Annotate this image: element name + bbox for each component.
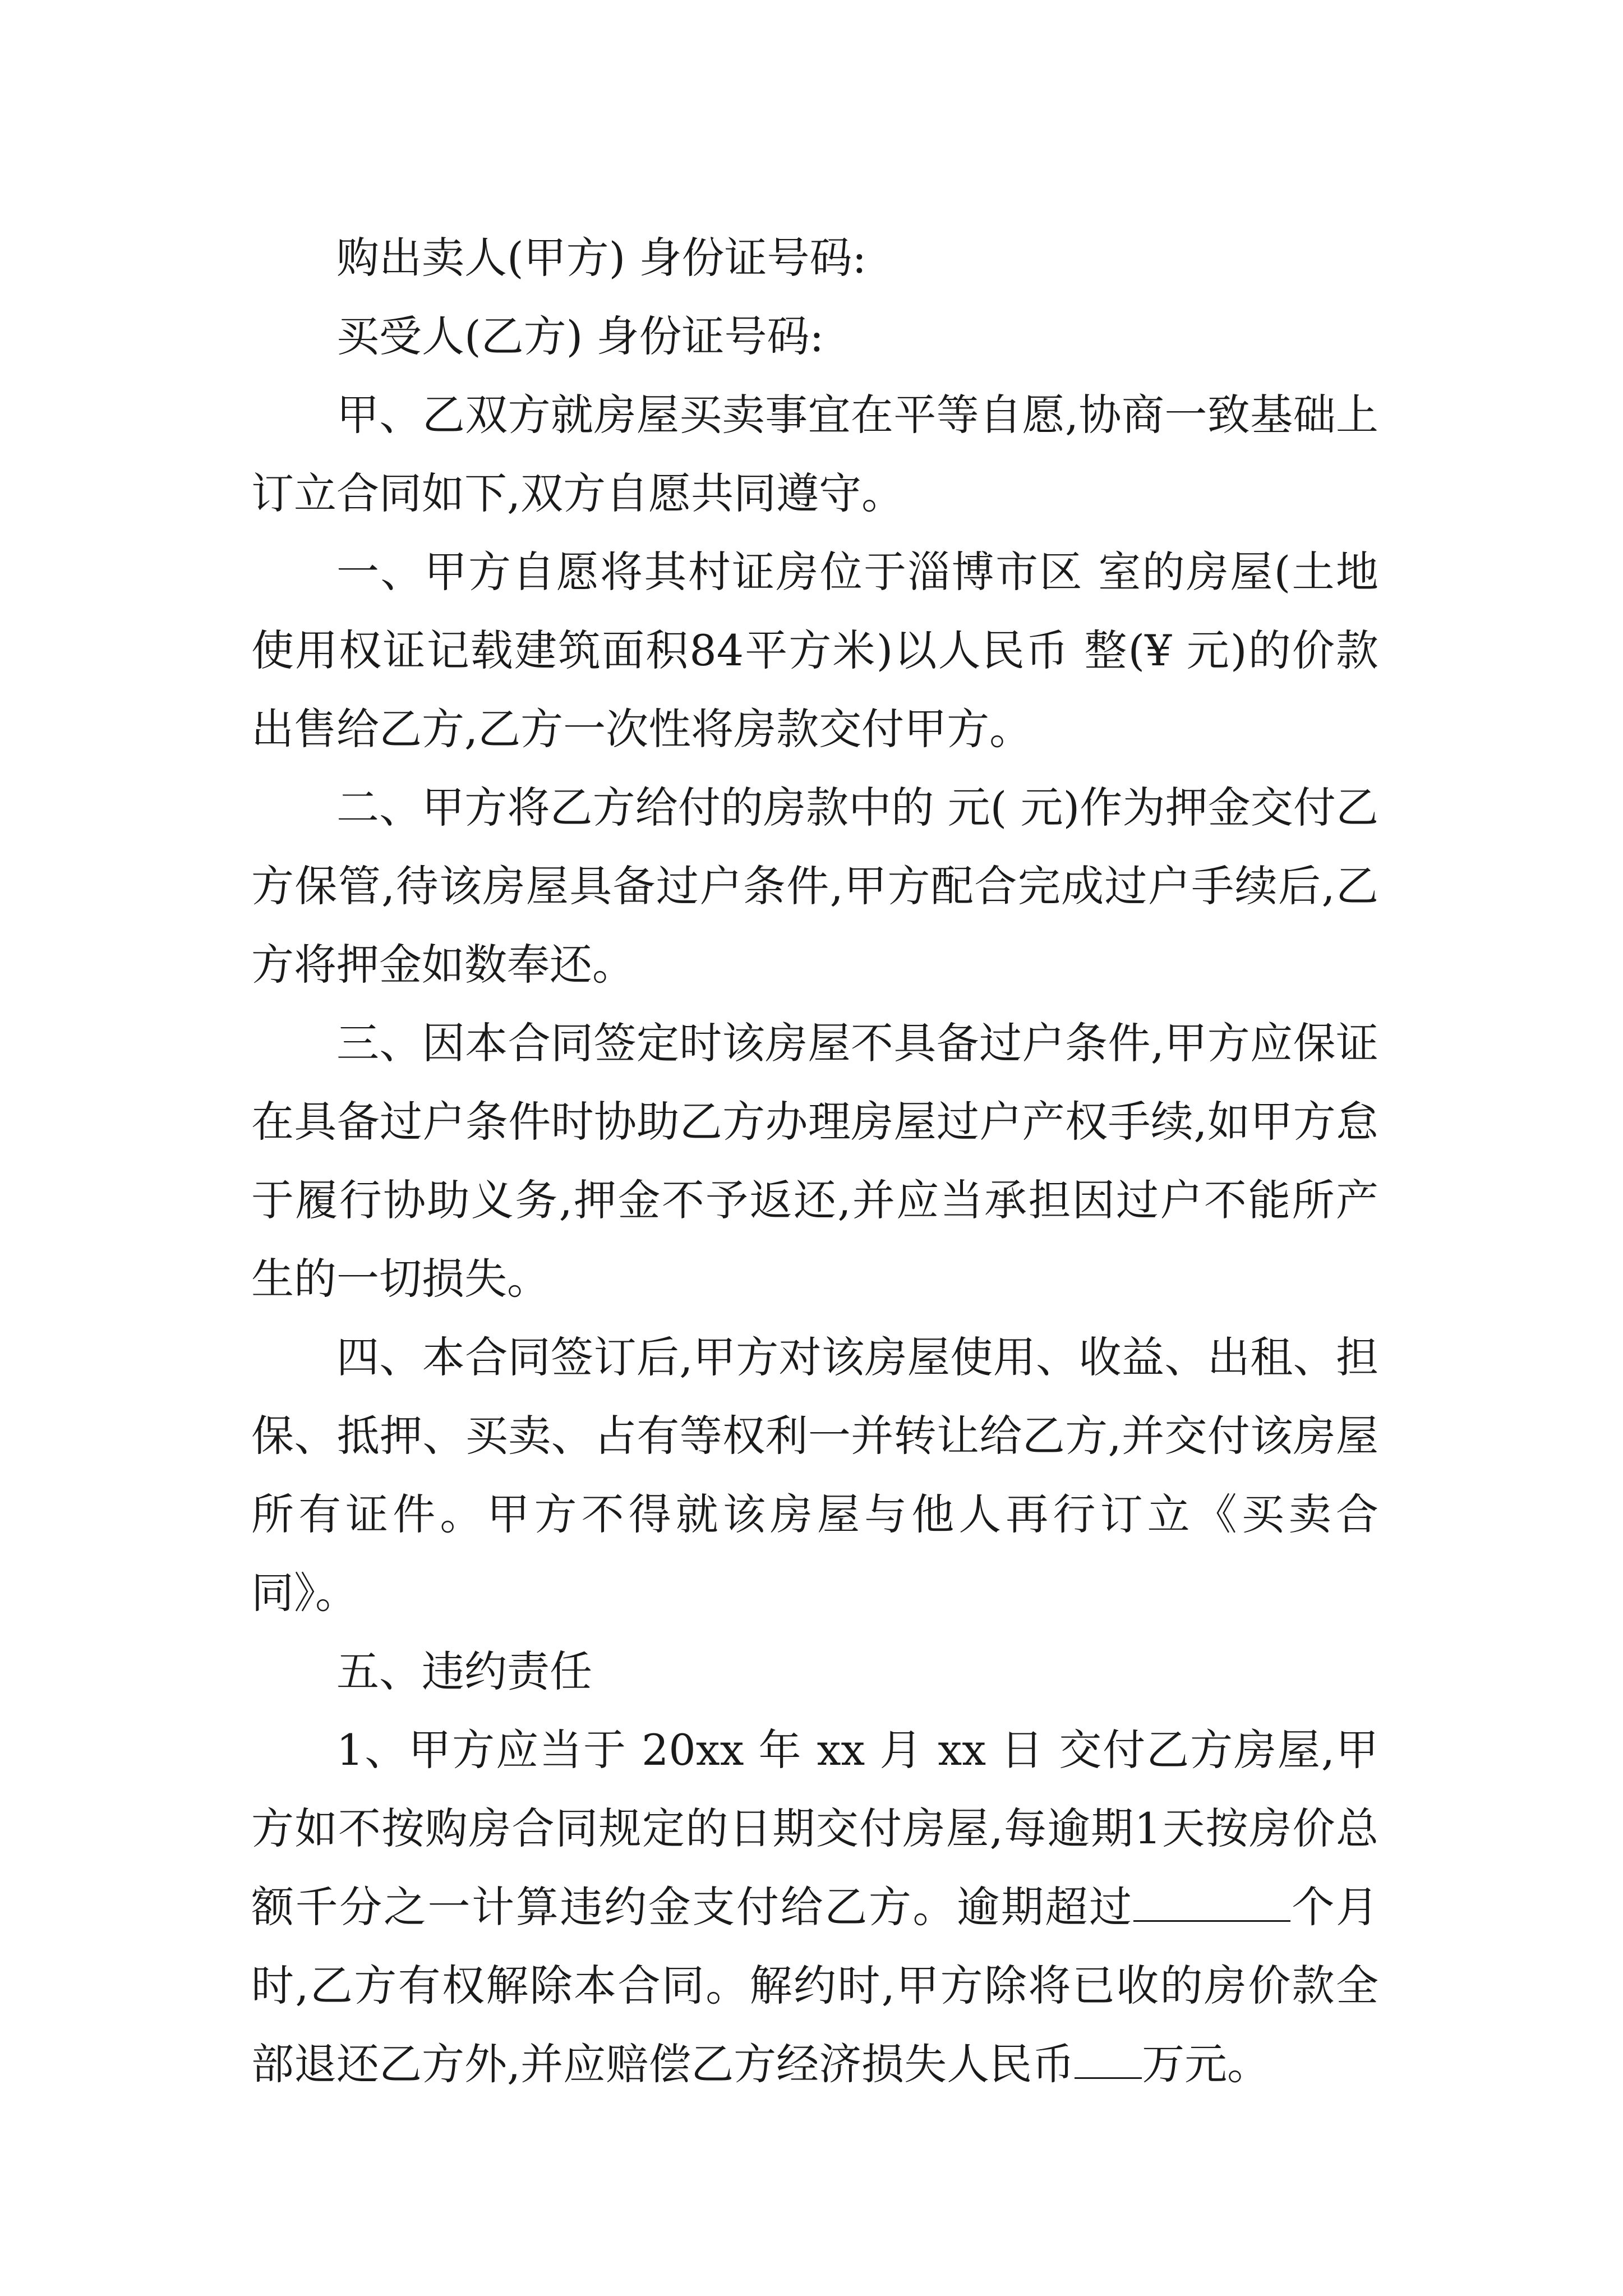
clause-5-title: 五、违约责任: [336, 1646, 592, 1696]
clause-2: 二、甲方将乙方给付的房款中的 元( 元)作为押金交付乙方保管,待该房屋具备过户条件,甲方配合完成过户手续后,乙方将押金如数奉还。: [251, 783, 1378, 990]
clause-4: 四、本合同签订后,甲方对该房屋使用、收益、出租、担保、抵押、买卖、占有等权利一并转让给乙方,并交付该房屋所有证件。甲方不得就该房屋与他人再行订立《买卖合同》。: [251, 1332, 1378, 1618]
compensation-blank: [1075, 2038, 1142, 2079]
intro-paragraph: 甲、乙双方就房屋买卖事宜在平等自愿,协商一致基础上订立合同如下,双方自愿共同遵守。: [251, 390, 1378, 518]
contract-body: [251, 219, 1378, 2104]
clause-5-1: [251, 1711, 1378, 2104]
clause-3: 三、因本合同签定时该房屋不具备过户条件,甲方应保证在具备过户条件时协助乙方办理房屋过户产权手续,如甲方怠于履行协助义务,押金不予返还,并应当承担因过户不能所产生的一切损失。: [251, 1018, 1378, 1304]
clause-5-1-part-b: 个月时,乙方有权解除本合同。解约时,甲方除将已收的房价款全部退还乙方外,并应赔偿乙方经济损失人民币: [251, 1882, 1379, 2089]
seller-id-line: 购出卖人(甲方) 身份证号码:: [336, 233, 867, 283]
buyer-id-line: 买受人(乙方) 身份证号码:: [336, 311, 824, 361]
clause-5-1-part-c: 万元。: [1142, 2039, 1270, 2089]
clause-5-1-part-a: 1、甲方应当于 20xx 年 xx 月 xx 日 交付乙方房屋,甲方如不按购房合同规定的日期交付房屋,每逾期1天按房价总额千分之一计算违约金支付给乙方。逾期超过: [251, 1725, 1378, 1932]
months-blank: [1133, 1881, 1290, 1922]
clause-1: 一、甲方自愿将其村证房位于淄博市区 室的房屋(土地使用权证记载建筑面积84平方米)以人民币 整(¥ 元)的价款出售给乙方,乙方一次性将房款交付甲方。: [251, 547, 1378, 754]
